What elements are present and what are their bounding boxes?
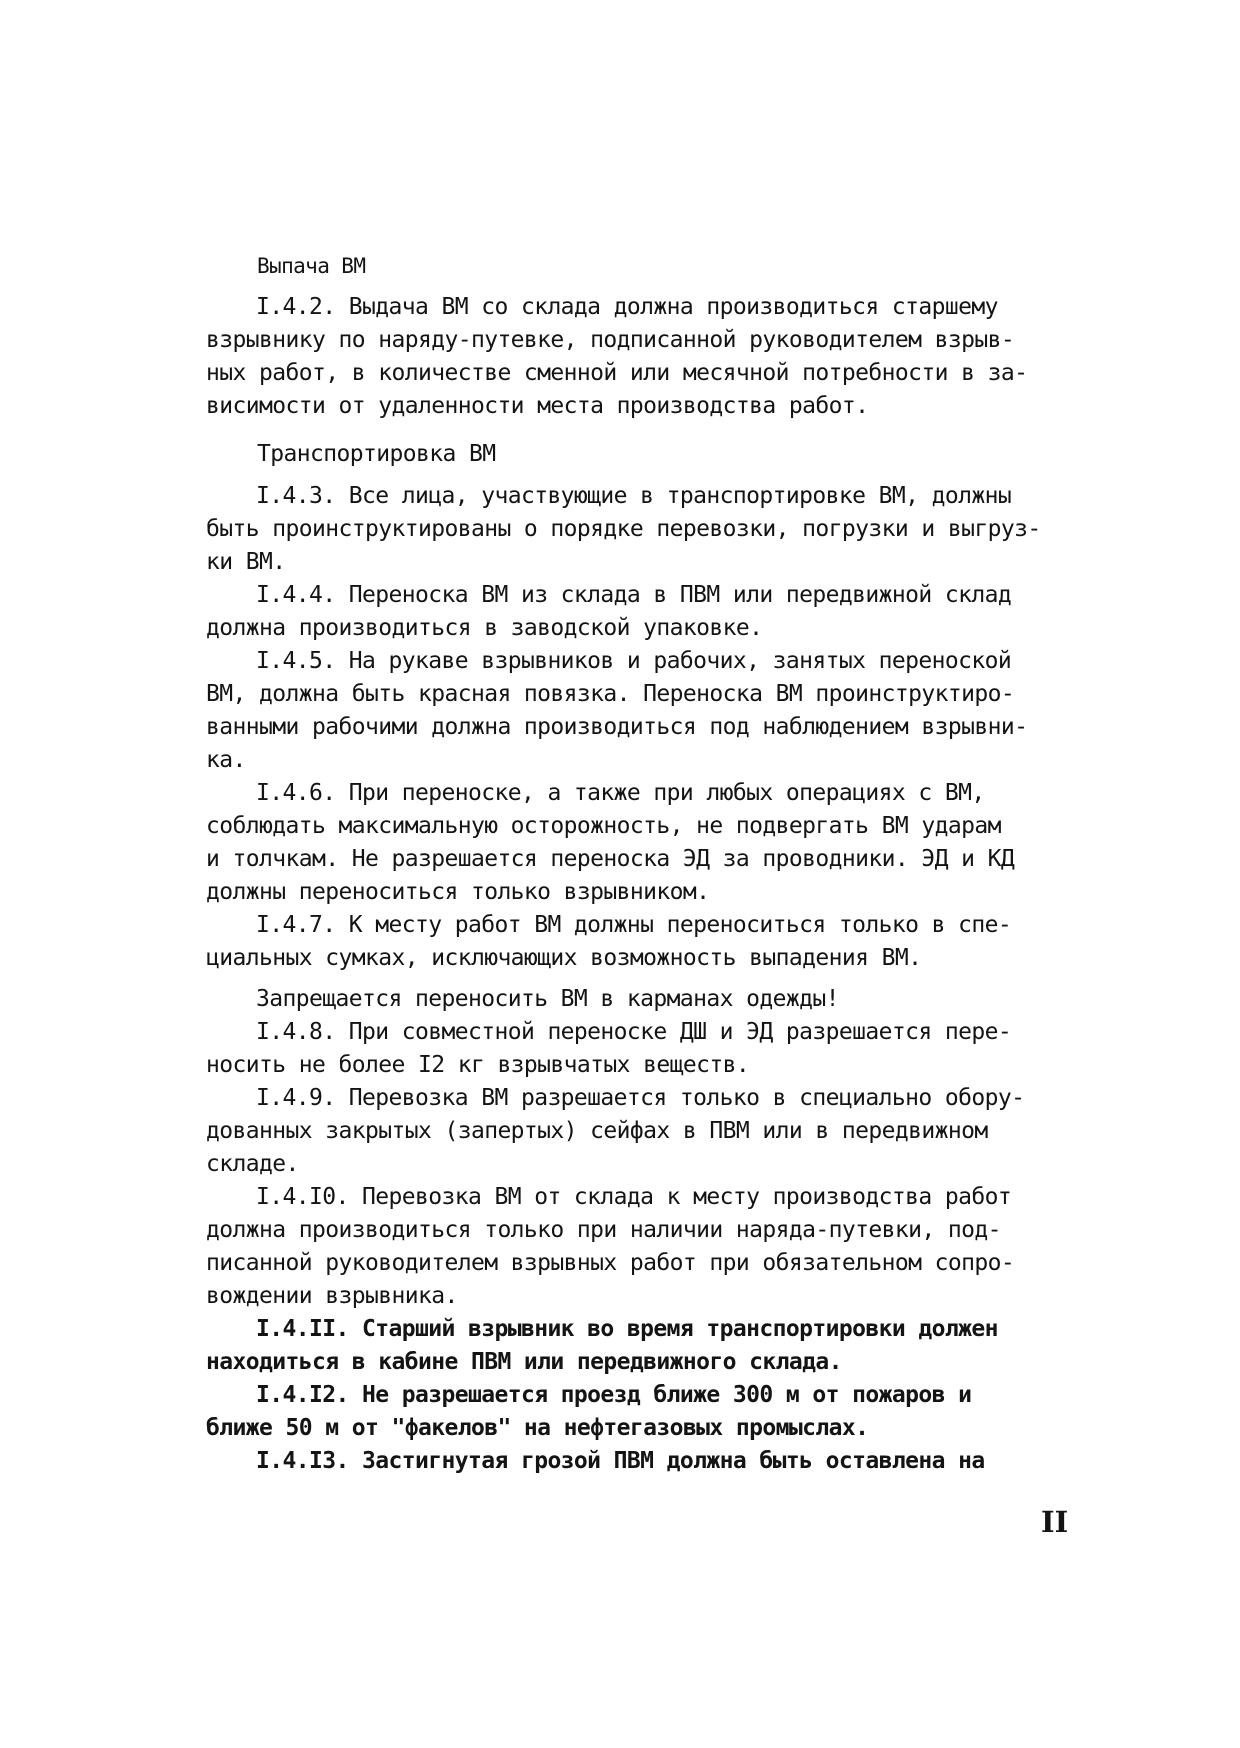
text-line: должна производиться в заводской упаковке. [206,615,763,641]
text-line: соблюдать максимальную осторожность, не подвергать ВМ ударам [206,813,1001,839]
text-line: I.4.4. Переноска ВМ из склада в ПВМ или передвижной склад [256,582,1012,608]
text-line: должна производиться только при наличии наряда-путевки, под- [206,1217,1001,1243]
text-line: носить не более I2 кг взрывчатых веществ. [206,1052,750,1078]
text-line: I.4.I2. Не разрешается проезд ближе 300 м от пожаров и [256,1382,972,1408]
text-line: I.4.I0. Перевозка ВМ от склада к месту производства работ [256,1184,1012,1210]
text-line: ванными рабочими должна производиться под наблюдением взрывни- [206,714,1028,740]
text-line: быть проинструктированы о порядке перевозки, погрузки и выгруз- [206,516,1041,542]
text-line: находиться в кабине ПВМ или передвижного склада. [206,1349,842,1375]
text-line: и толчкам. Не разрешается переноска ЭД за проводники. ЭД и КД [206,846,1015,872]
text-line: ка. [206,747,246,773]
heading-transport: Транспортировка ВМ [257,441,496,467]
text-line: I.4.II. Старший взрывник во время транспортировки должен [256,1316,998,1342]
text-line: ных работ, в количестве сменной или месячной потребности в за- [206,360,1028,386]
text-line: ближе 50 м от "факелов" на нефтегазовых промыслах. [206,1415,869,1441]
text-line: I.4.9. Перевозка ВМ разрешается только в специально обору- [256,1085,1025,1111]
page-number: II [1041,1505,1069,1539]
text-line: циальных сумках, исключающих возможность выпадения ВМ. [206,945,922,971]
heading-issue: Выпача ВМ [257,254,366,278]
text-line: взрывнику по наряду-путевке, подписанной руководителем взрыв- [206,327,1015,353]
text-line: I.4.7. К месту работ ВМ должны переноситься только в спе- [256,912,1012,938]
text-line: вождении взрывника. [206,1283,458,1309]
text-line: писанной руководителем взрывных работ при обязательном сопро- [206,1250,1015,1276]
text-line: дованных закрытых (запертых) сейфах в ПВМ или в передвижном [206,1118,988,1144]
text-line: должны переноситься только взрывником. [206,879,710,905]
text-line: I.4.2. Выдача ВМ со склада должна производиться старшему [256,294,998,320]
text-line: I.4.I3. Застигнутая грозой ПВМ должна быть оставлена на [256,1448,985,1474]
text-line: I.4.3. Все лица, участвующие в транспортировке ВМ, должны [256,483,1012,509]
text-line: I.4.6. При переноске, а также при любых операциях с ВМ, [256,780,985,806]
text-line: I.4.8. При совместной переноске ДШ и ЭД разрешается пере- [256,1019,1012,1045]
text-line: складе. [206,1151,299,1177]
text-line: ки ВМ. [206,549,286,575]
text-line: I.4.5. На рукаве взрывников и рабочих, занятых переноской [256,648,1012,674]
warning-line: Запрещается переносить ВМ в карманах одежды! [256,986,839,1012]
text-line: ВМ, должна быть красная повязка. Переноска ВМ проинструктиро- [206,681,1015,707]
text-line: висимости от удаленности места производства работ. [206,393,869,419]
